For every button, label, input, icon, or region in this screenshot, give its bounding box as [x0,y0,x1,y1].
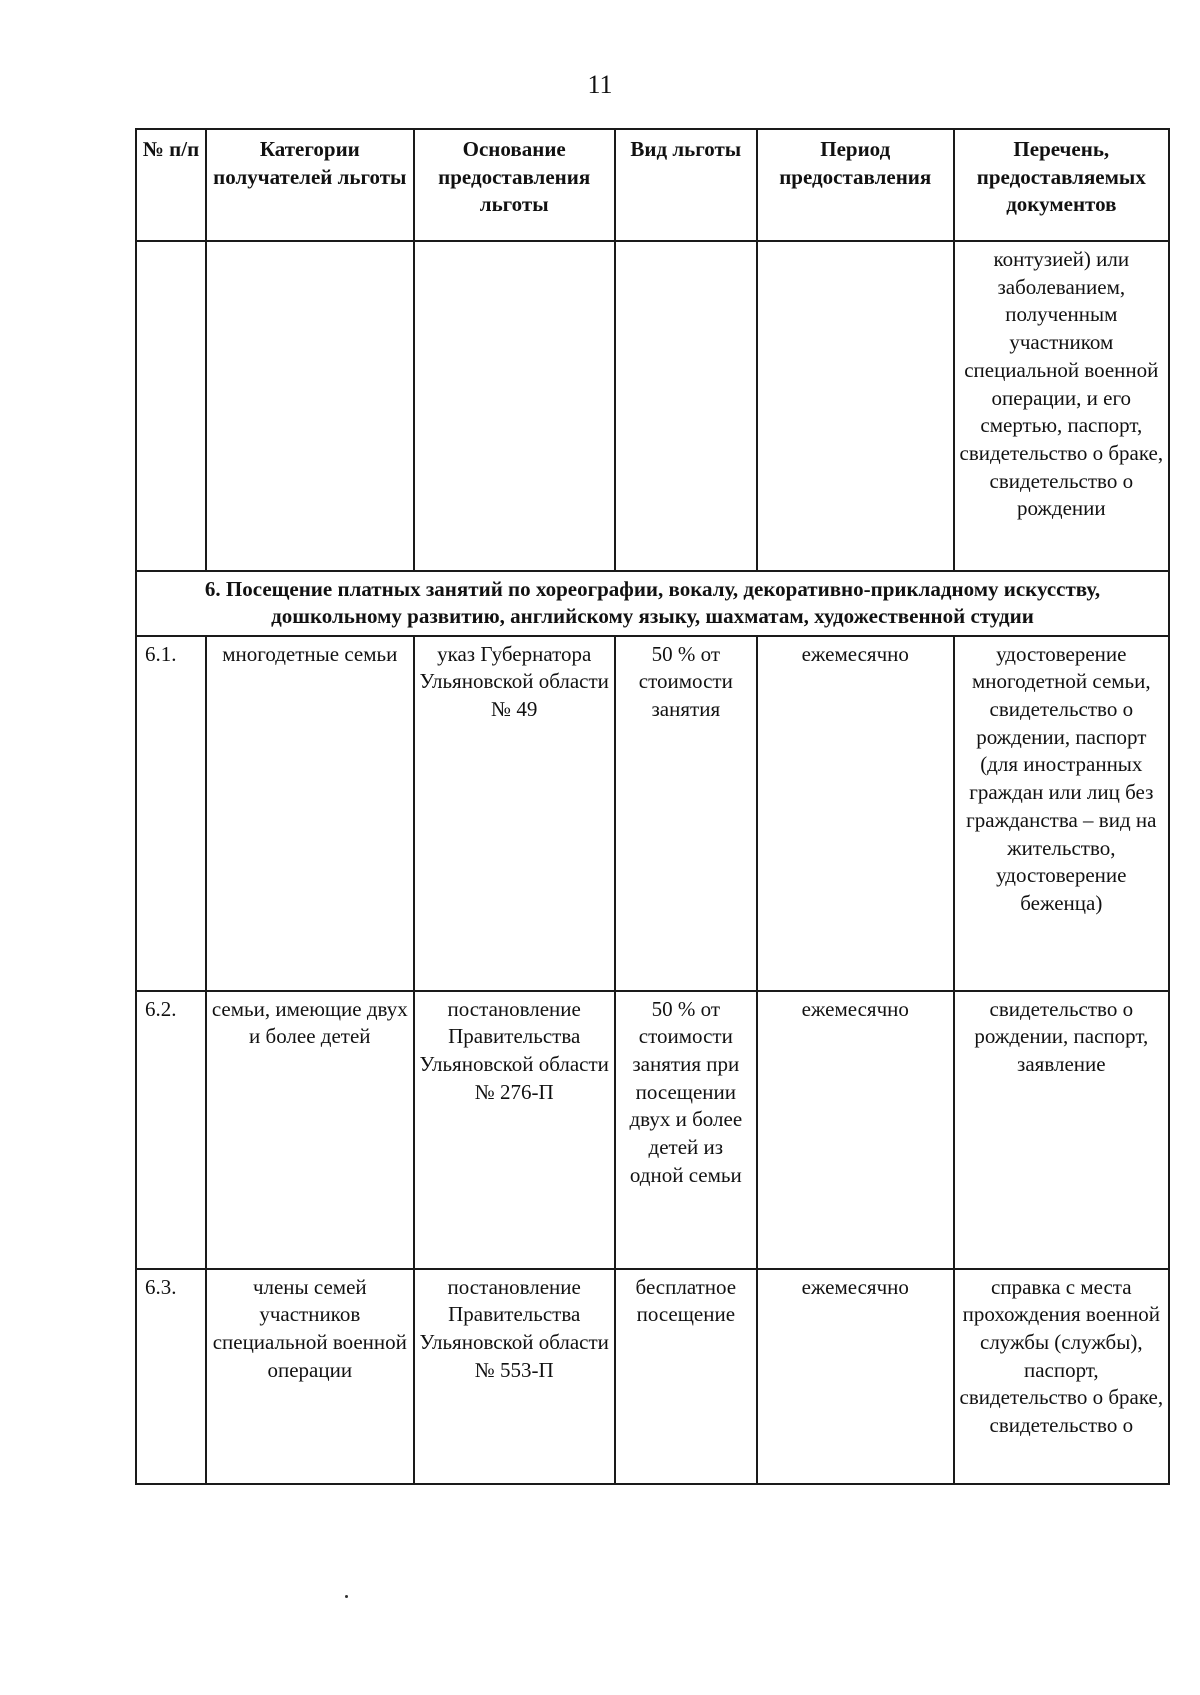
cell-benefit-type [615,241,757,571]
table-row [136,1269,1169,1484]
cell-documents: справка с места прохождения военной службы (службы), паспорт, свидетельство о браке, свидетельство о [954,1269,1169,1484]
cell-number: 6.2. [136,991,206,1269]
cell-period: ежемесячно [757,636,954,991]
cell-period: ежемесячно [757,1269,954,1484]
header-period: Период предоставления [757,129,954,241]
cell-documents: контузией) или заболеванием, полученным участником специальной военной операции, и его смертью, паспорт, свидетельство о браке, свидетельство о рождении [954,241,1169,571]
section-title: 6. Посещение платных занятий по хореографии, вокалу, декоративно-прикладному искусству, дошкольному развитию, английскому языку, шахматам, художественной студии [136,571,1169,636]
cell-category [206,241,414,571]
cell-benefit-type: 50 % от стоимости занятия [615,636,757,991]
cell-benefit-type: бесплатное посещение [615,1269,757,1484]
table-row-continuation [136,241,1169,571]
cell-benefit-type: 50 % от стоимости занятия при посещении двух и более детей из одной семьи [615,991,757,1269]
table-row [136,636,1169,991]
header-benefit-type: Вид льготы [615,129,757,241]
benefits-table [135,128,1170,1485]
header-number: № п/п [136,129,206,241]
scan-speck [345,1595,348,1598]
cell-basis [414,241,615,571]
table-header-row [136,129,1169,241]
cell-documents: удостоверение многодетной семьи, свидетельство о рождении, паспорт (для иностранных граждан или лиц без гражданства – вид на жительство, удостоверение беженца) [954,636,1169,991]
page-number: 11 [587,70,613,99]
cell-documents: свидетельство о рождении, паспорт, заявление [954,991,1169,1269]
cell-category: многодетные семьи [206,636,414,991]
cell-number: 6.1. [136,636,206,991]
header-documents: Перечень, предоставляемых документов [954,129,1169,241]
cell-period [757,241,954,571]
cell-category: семьи, имеющие двух и более детей [206,991,414,1269]
header-category: Категории получателей льготы [206,129,414,241]
cell-basis: постановление Правительства Ульяновской области № 276-П [414,991,615,1269]
cell-basis: постановление Правительства Ульяновской области № 553-П [414,1269,615,1484]
section-row [136,571,1169,636]
cell-number: 6.3. [136,1269,206,1484]
table-row [136,991,1169,1269]
cell-category: члены семей участников специальной военной операции [206,1269,414,1484]
cell-period: ежемесячно [757,991,954,1269]
cell-basis: указ Губернатора Ульяновской области № 49 [414,636,615,991]
header-basis: Основание предоставления льготы [414,129,615,241]
cell-number [136,241,206,571]
